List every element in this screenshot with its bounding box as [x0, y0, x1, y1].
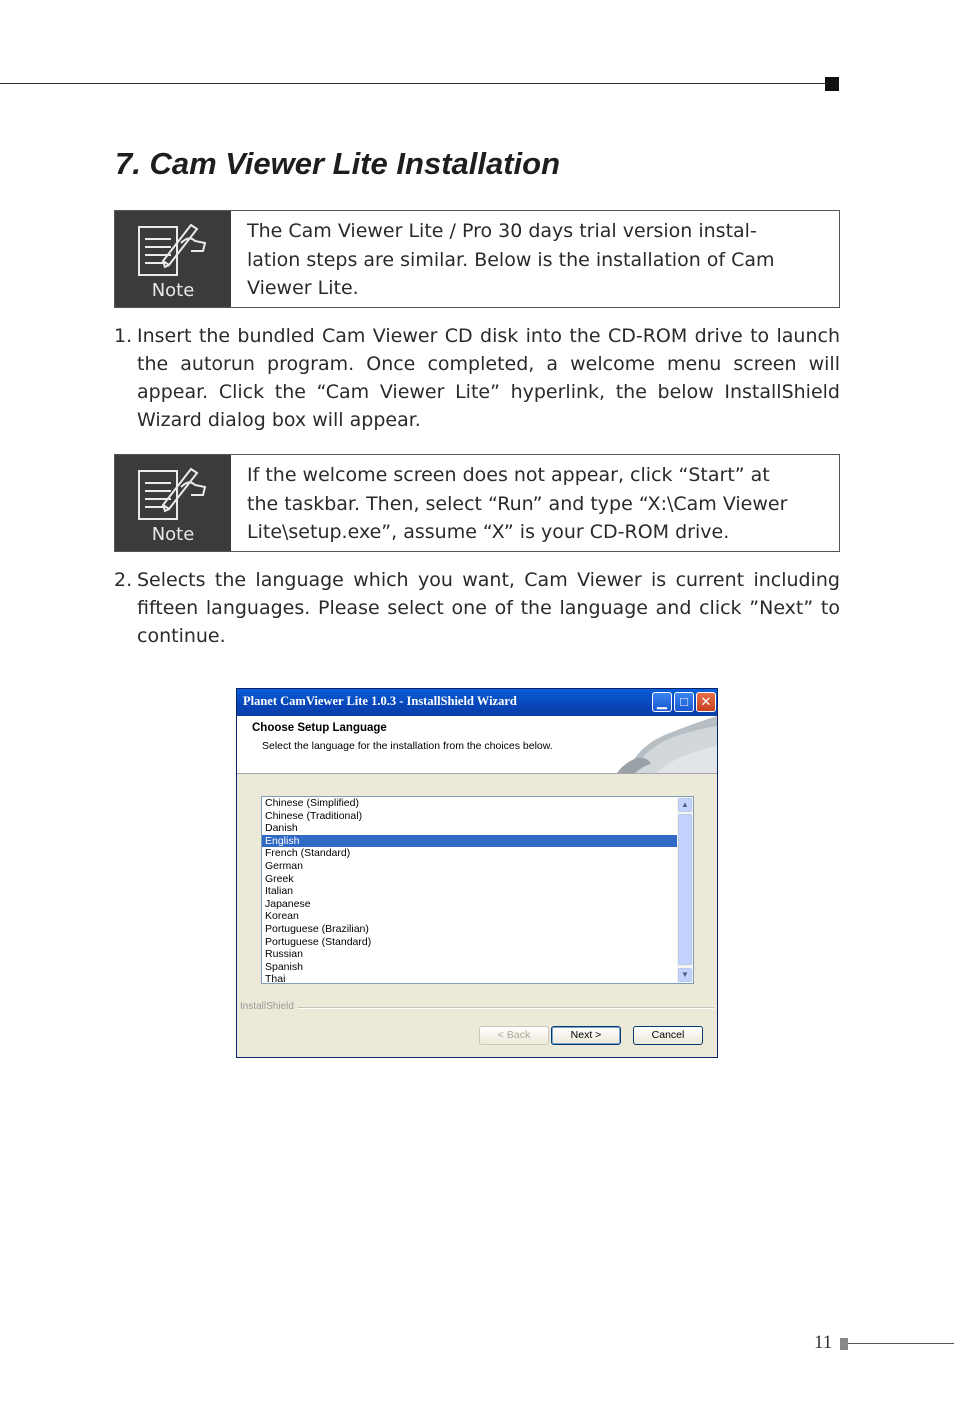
language-option[interactable]: French (Standard)	[265, 847, 351, 860]
minimize-button[interactable]	[652, 692, 672, 712]
note-line: the taskbar. Then, select “Run” and type “X:\Cam Viewer	[247, 492, 788, 515]
dialog-title: Planet CamViewer Lite 1.0.3 - InstallShield Wizard	[243, 694, 517, 708]
language-option[interactable]: English	[262, 835, 677, 848]
dialog-titlebar[interactable]	[237, 689, 717, 716]
minimize-icon: ▁	[657, 694, 667, 709]
step-number: 1.	[114, 325, 133, 347]
installshield-brand-label: InstallShield	[240, 1001, 294, 1012]
language-option[interactable]: Thai	[265, 973, 286, 984]
wizard-page-curl-graphic	[597, 716, 717, 773]
cancel-button[interactable]: Cancel	[633, 1026, 703, 1045]
top-square-marker	[825, 77, 839, 91]
language-listbox[interactable]	[261, 796, 694, 984]
scroll-down-button[interactable]	[678, 968, 692, 982]
step-text: Selects the language which you want, Cam Viewer is current including fifteen languages. Please select one of the language and click ”Next” to continue.	[137, 569, 840, 647]
language-option[interactable]: Spanish	[265, 960, 303, 973]
language-option[interactable]: German	[265, 859, 303, 872]
language-option[interactable]: Greek	[265, 872, 294, 885]
note-pencil-icon	[135, 217, 211, 281]
section-title: 7. Cam Viewer Lite Installation	[115, 146, 561, 181]
note-line: lation steps are similar. Below is the installation of Cam	[247, 248, 775, 271]
note-label: Note	[151, 280, 195, 301]
language-option[interactable]: Danish	[265, 822, 298, 835]
listbox-scrollbar[interactable]	[677, 797, 693, 983]
note-line: Viewer Lite.	[247, 277, 359, 299]
next-button[interactable]: Next >	[551, 1026, 621, 1045]
step-2	[114, 566, 840, 650]
language-option[interactable]: Korean	[265, 910, 299, 923]
step-number: 2.	[114, 569, 133, 591]
header-subtitle: Select the language for the installation from the choices below.	[262, 740, 553, 752]
step-text: Insert the bundled Cam Viewer CD disk into the CD-ROM drive to launch the autorun program. Once completed, a welcome menu screen will appear. Click the “Cam Viewer Lite” hyperlink, the below InstallShield Wizard dialog box will appear.	[137, 325, 840, 431]
note-sidebar	[115, 455, 231, 551]
maximize-icon: □	[680, 694, 688, 709]
language-option[interactable]: Italian	[265, 885, 294, 898]
installshield-divider	[298, 1007, 714, 1009]
back-button[interactable]: < Back	[479, 1026, 549, 1045]
note-label: Note	[151, 524, 195, 545]
language-option[interactable]: Chinese (Simplified)	[265, 797, 359, 809]
note-line: If the welcome screen does not appear, click “Start” at	[247, 464, 770, 486]
language-option[interactable]: Portuguese (Brazilian)	[265, 922, 369, 935]
note-box-2	[114, 454, 840, 552]
bottom-rule	[848, 1343, 954, 1344]
chevron-down-icon: ▼	[681, 970, 689, 979]
scroll-up-button[interactable]	[678, 798, 692, 812]
maximize-button[interactable]	[674, 692, 694, 712]
language-option[interactable]: Portuguese (Standard)	[265, 935, 372, 948]
language-option[interactable]: Russian	[265, 948, 303, 961]
scrollbar-thumb[interactable]	[678, 814, 692, 965]
note-sidebar	[115, 211, 231, 307]
note-text	[231, 211, 789, 307]
step-1	[114, 322, 840, 434]
language-option[interactable]: Chinese (Traditional)	[265, 809, 363, 822]
page-number: 11	[814, 1332, 833, 1353]
header-title: Choose Setup Language	[252, 722, 387, 734]
dialog-header	[237, 716, 717, 774]
note-line: The Cam Viewer Lite / Pro 30 days trial version instal-	[247, 220, 757, 242]
bottom-square-marker	[840, 1338, 848, 1350]
note-text	[231, 455, 801, 551]
language-option[interactable]: Japanese	[265, 897, 311, 910]
top-rule	[0, 83, 826, 84]
language-items	[262, 797, 693, 984]
note-line: Lite\setup.exe”, assume “X” is your CD-ROM drive.	[247, 521, 730, 543]
close-icon: ✕	[700, 694, 712, 709]
installshield-dialog	[236, 688, 718, 1058]
note-box-1	[114, 210, 840, 308]
note-pencil-icon	[135, 461, 211, 525]
chevron-up-icon: ▲	[681, 800, 689, 809]
close-button[interactable]	[696, 692, 716, 712]
